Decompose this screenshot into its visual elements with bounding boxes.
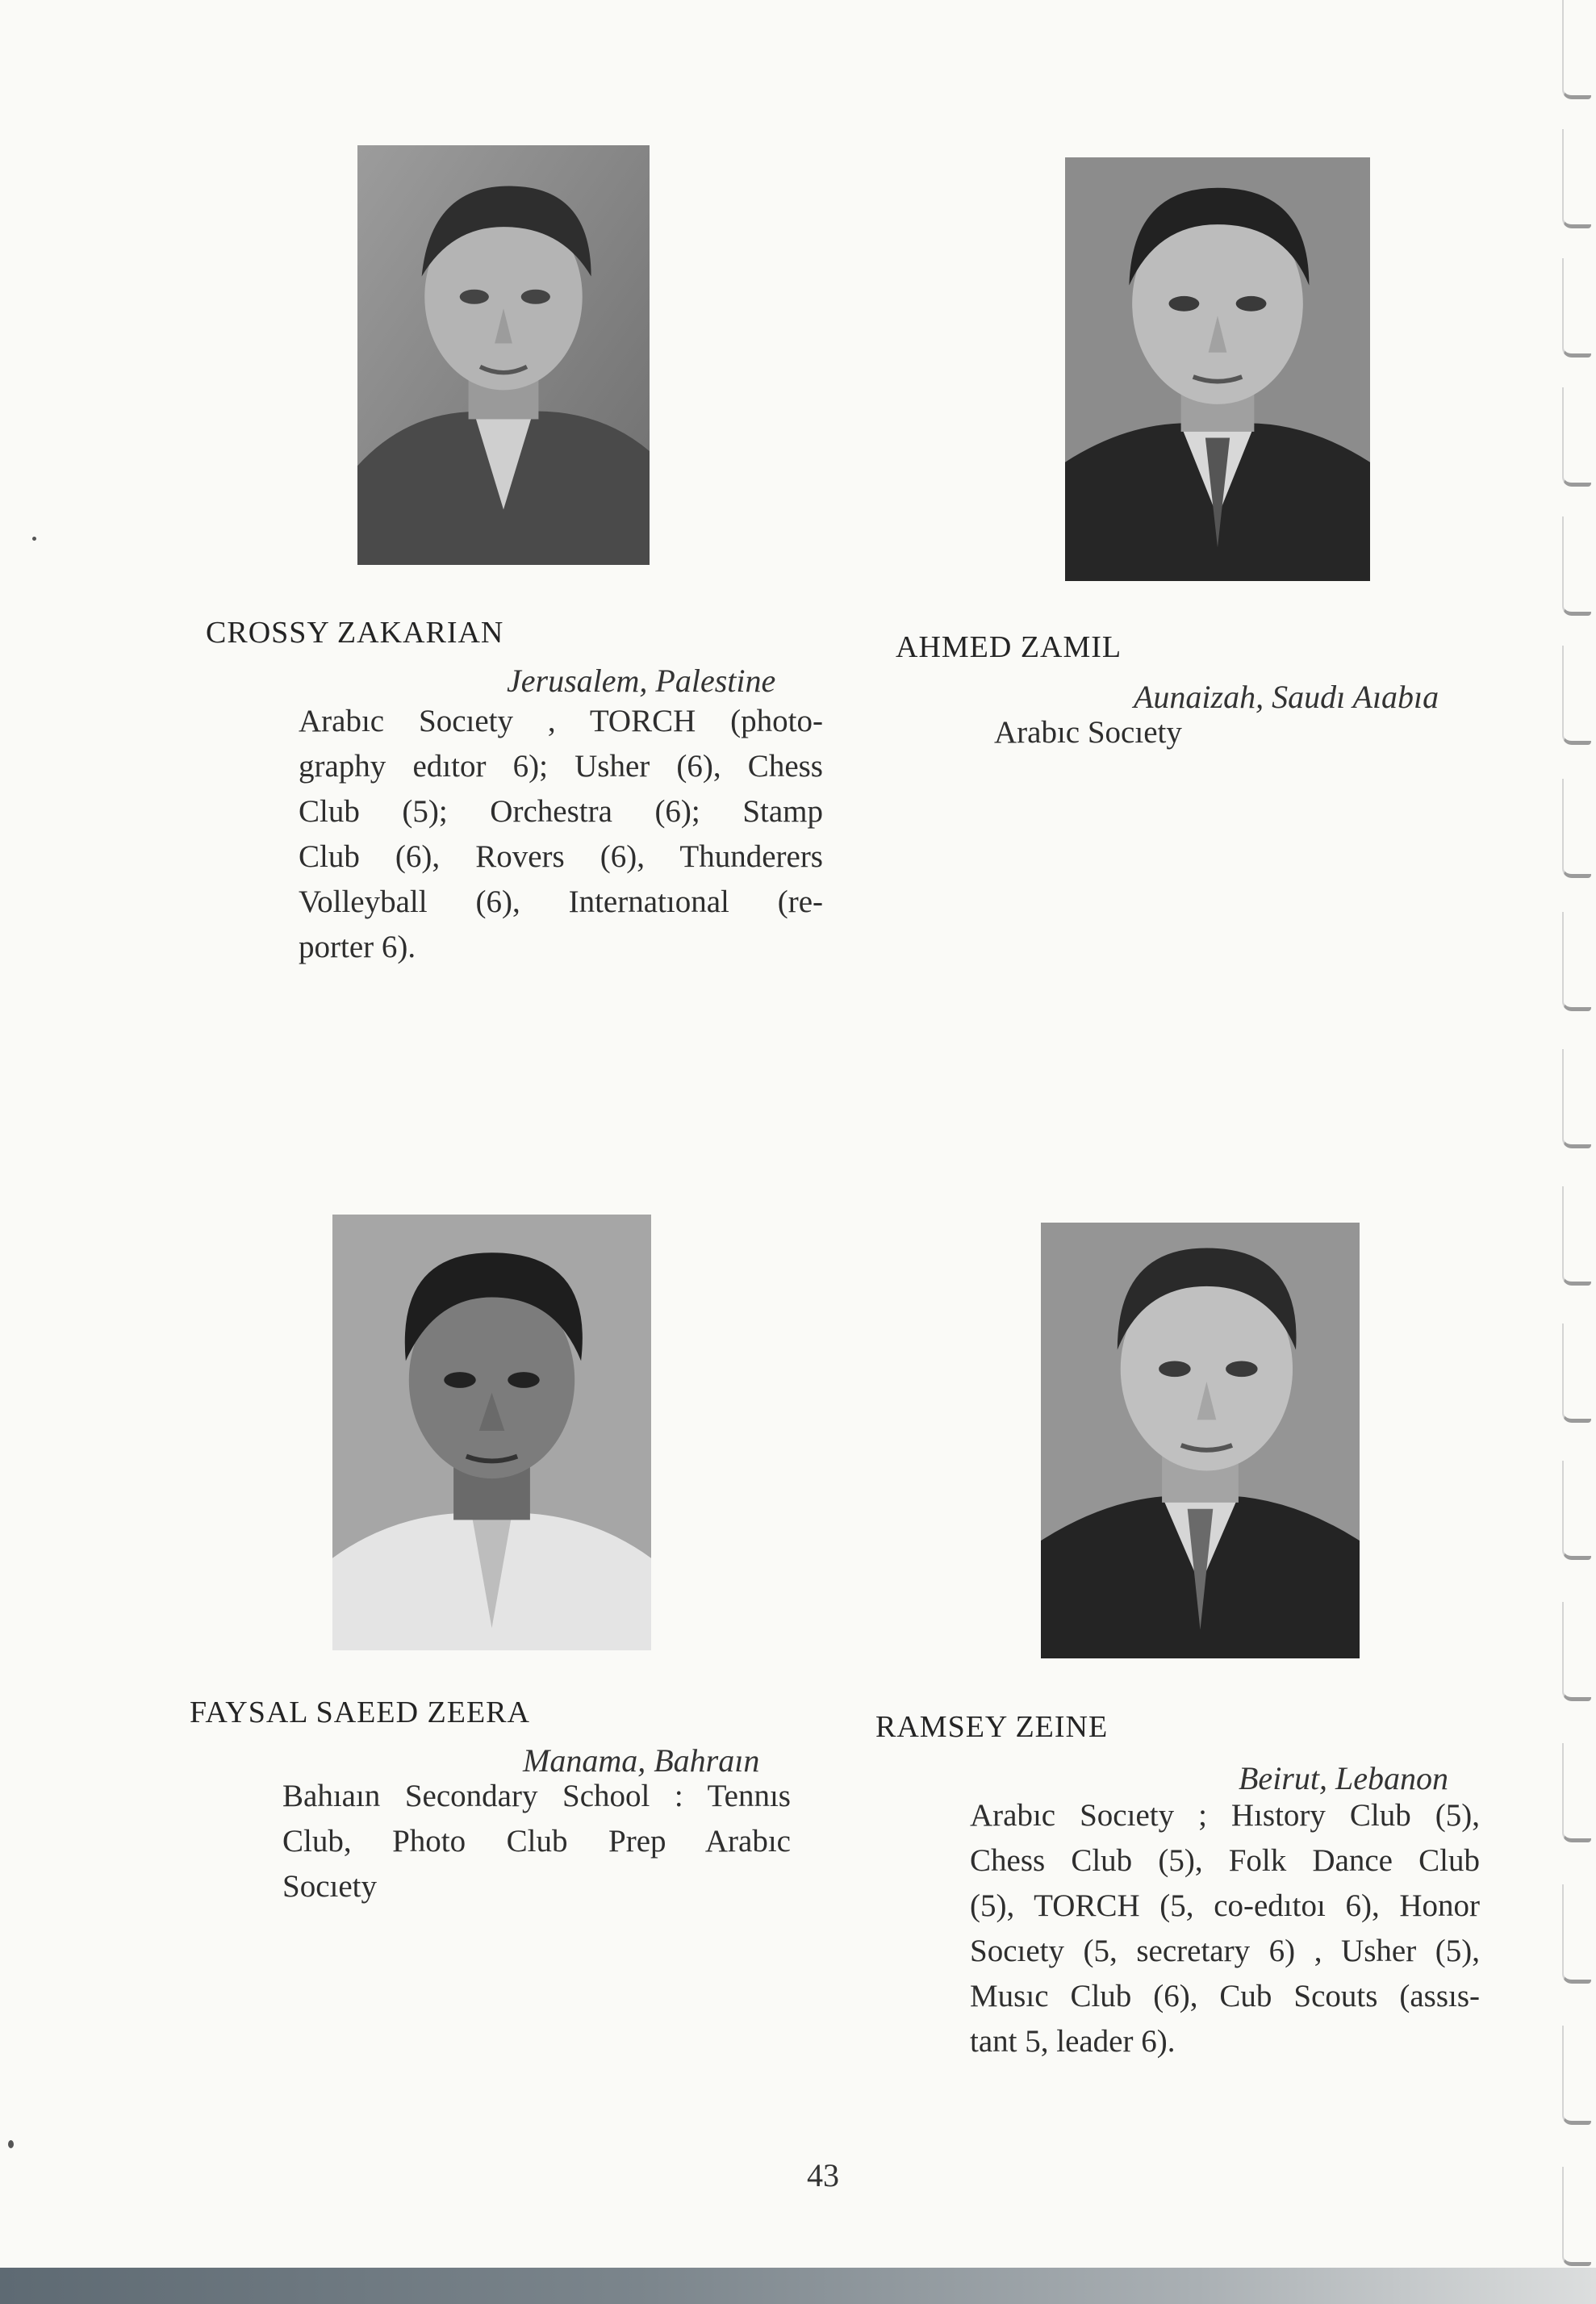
bio-line: (5), TORCH (5, co-edıtoı 6), Honor — [970, 1888, 1480, 1923]
binding-ring — [1562, 516, 1591, 616]
bio-line: Arabıc Socıety — [994, 715, 1182, 750]
bio-line: Chess Club (5), Folk Dance Club — [970, 1843, 1480, 1878]
student-activities — [282, 1774, 791, 1909]
bio-line: Arabıc Socıety ; Hıstory Club (5), — [970, 1798, 1480, 1833]
binding-ring — [1562, 779, 1591, 878]
bio-line: porter 6). — [299, 930, 416, 964]
binding-ring — [1562, 912, 1591, 1011]
portrait-photo-zeera — [332, 1215, 651, 1650]
bio-line: Bahıaın Secondary School : Tennıs — [282, 1779, 791, 1813]
portrait-photo-zakarian — [357, 145, 650, 565]
student-name: FAYSAL SAEED ZEERA — [190, 1696, 530, 1729]
bio-line: Arabıc Socıety , TORCH (photo- — [299, 704, 823, 738]
student-name: CROSSY ZAKARIAN — [206, 616, 504, 650]
scan-speck — [8, 2140, 14, 2148]
bio-line: graphy edıtor 6); Usher (6), Chess — [299, 749, 823, 784]
bio-line: Socıety (5, secretary 6) , Usher (5), — [970, 1934, 1480, 1968]
binding-ring — [1562, 1461, 1591, 1560]
bio-line: Socıety — [282, 1869, 377, 1904]
student-activities — [994, 710, 1398, 755]
binding-ring — [1562, 1049, 1591, 1148]
binding-ring — [1562, 1323, 1591, 1423]
student-hometown: Beirut, Lebanon — [1239, 1760, 1448, 1796]
page-number: 43 — [807, 2157, 839, 2193]
binding-ring — [1562, 1884, 1591, 1984]
binding-ring — [1562, 2026, 1591, 2125]
scan-bottom-edge — [0, 2268, 1596, 2304]
binding-ring — [1562, 129, 1591, 228]
scan-speck — [32, 537, 36, 541]
portrait-photo-zeine — [1041, 1223, 1360, 1658]
bio-line: Volleyball (6), Internatıonal (re- — [299, 884, 823, 919]
binding-ring — [1562, 0, 1591, 99]
binding-ring — [1562, 1602, 1591, 1701]
binding-ring — [1562, 2167, 1591, 2266]
student-hometown: Jerusalem, Palestine — [507, 663, 776, 699]
student-hometown: Manama, Bahraın — [523, 1742, 760, 1779]
student-name: AHMED ZAMIL — [896, 630, 1122, 664]
student-hometown: Aunaizah, Saudı Aıabıa — [1134, 679, 1439, 715]
portrait-photo-zamil — [1065, 157, 1370, 581]
bio-line: Club, Photo Club Prep Arabıc — [282, 1824, 791, 1859]
student-name: RAMSEY ZEINE — [875, 1710, 1109, 1744]
student-activities — [299, 699, 823, 970]
bio-line: tant 5, leader 6). — [970, 2024, 1176, 2059]
bio-line: Club (6), Rovers (6), Thunderers — [299, 839, 823, 874]
binding-ring — [1562, 646, 1591, 745]
binding-edge — [1556, 0, 1596, 2304]
student-activities — [970, 1793, 1480, 2064]
bio-line: Club (5); Orchestra (6); Stamp — [299, 794, 823, 829]
binding-ring — [1562, 258, 1591, 358]
binding-ring — [1562, 1186, 1591, 1286]
bio-line: Musıc Club (6), Cub Scouts (assıs- — [970, 1979, 1480, 2013]
binding-ring — [1562, 1743, 1591, 1842]
binding-ring — [1562, 387, 1591, 487]
